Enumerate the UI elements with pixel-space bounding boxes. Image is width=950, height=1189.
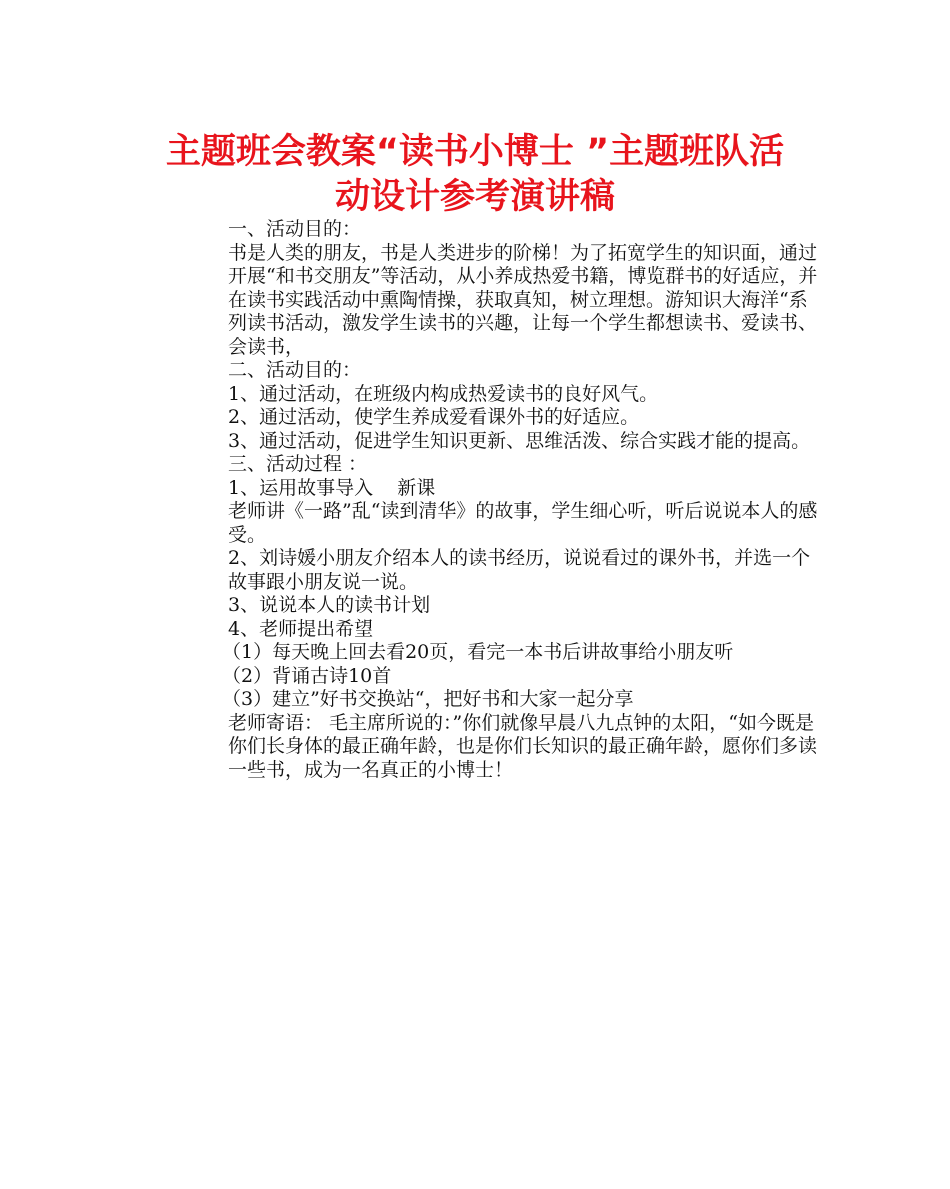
process-step-1: 1、运用故事导入 新课 (228, 476, 436, 499)
teacher-message: 老师寄语： 毛主席所说的：”你们就像早晨八九点钟的太阳，“如今既是你们长身体的最正确年龄，也是你们长知识的最正确年龄，愿你们多读一些书，成为一名真正的小博士！ (228, 711, 818, 781)
process-step-3: 3、说说本人的读书计划 (228, 594, 431, 616)
goal-item-2: 2、通过活动，使学生养成爱看课外书的好适应。 (228, 406, 640, 428)
process-step-4: 4、老师提出希望 (228, 617, 374, 640)
document-title-line-2: 动设计参考演讲稿 (334, 177, 615, 217)
process-step-1-detail: 老师讲《一路”乱“读到清华》的故事，学生细心听，听后说说本人的感受。 (228, 500, 818, 546)
section-heading-goals: 二、活动目的： (228, 359, 362, 381)
paragraph-intro: 书是人类的朋友，书是人类进步的阶梯！为了拓宽学生的知识面，通过开展“和书交朋友”等活动，从小养成热爱书籍，博览群书的好适应，并在读书实践活动中熏陶情操，获取真知，树立理想。游知识大海洋“系列读书活动，激发学生读书的兴趣，让每一个学生都想读书、爱读书、会读书， (228, 241, 818, 358)
goal-item-1: 1、通过活动，在班级内构成热爱读书的良好风气。 (228, 382, 659, 405)
hope-item-2: （2）背诵古诗10首 (222, 664, 392, 687)
document-title-line-1: 主题班会教案“读书小博士 ”主题班队活 (165, 132, 785, 172)
section-heading-purpose: 一、活动目的： (228, 218, 362, 240)
process-step-2: 2、刘诗媛小朋友介绍本人的读书经历，说说看过的课外书，并选一个故事跟小朋友说一说。 (228, 547, 811, 593)
document-body (142, 218, 822, 782)
hope-item-3: （3）建立”好书交换站“，把好书和大家一起分享 (222, 688, 634, 710)
hope-item-1: （1）每天晚上回去看20页，看完一本书后讲故事给小朋友听 (222, 641, 734, 663)
goal-item-3: 3、通过活动，促进学生知识更新、思维活泼、综合实践才能的提高。 (228, 429, 811, 452)
section-heading-process: 三、活动过程 ： (228, 453, 368, 475)
